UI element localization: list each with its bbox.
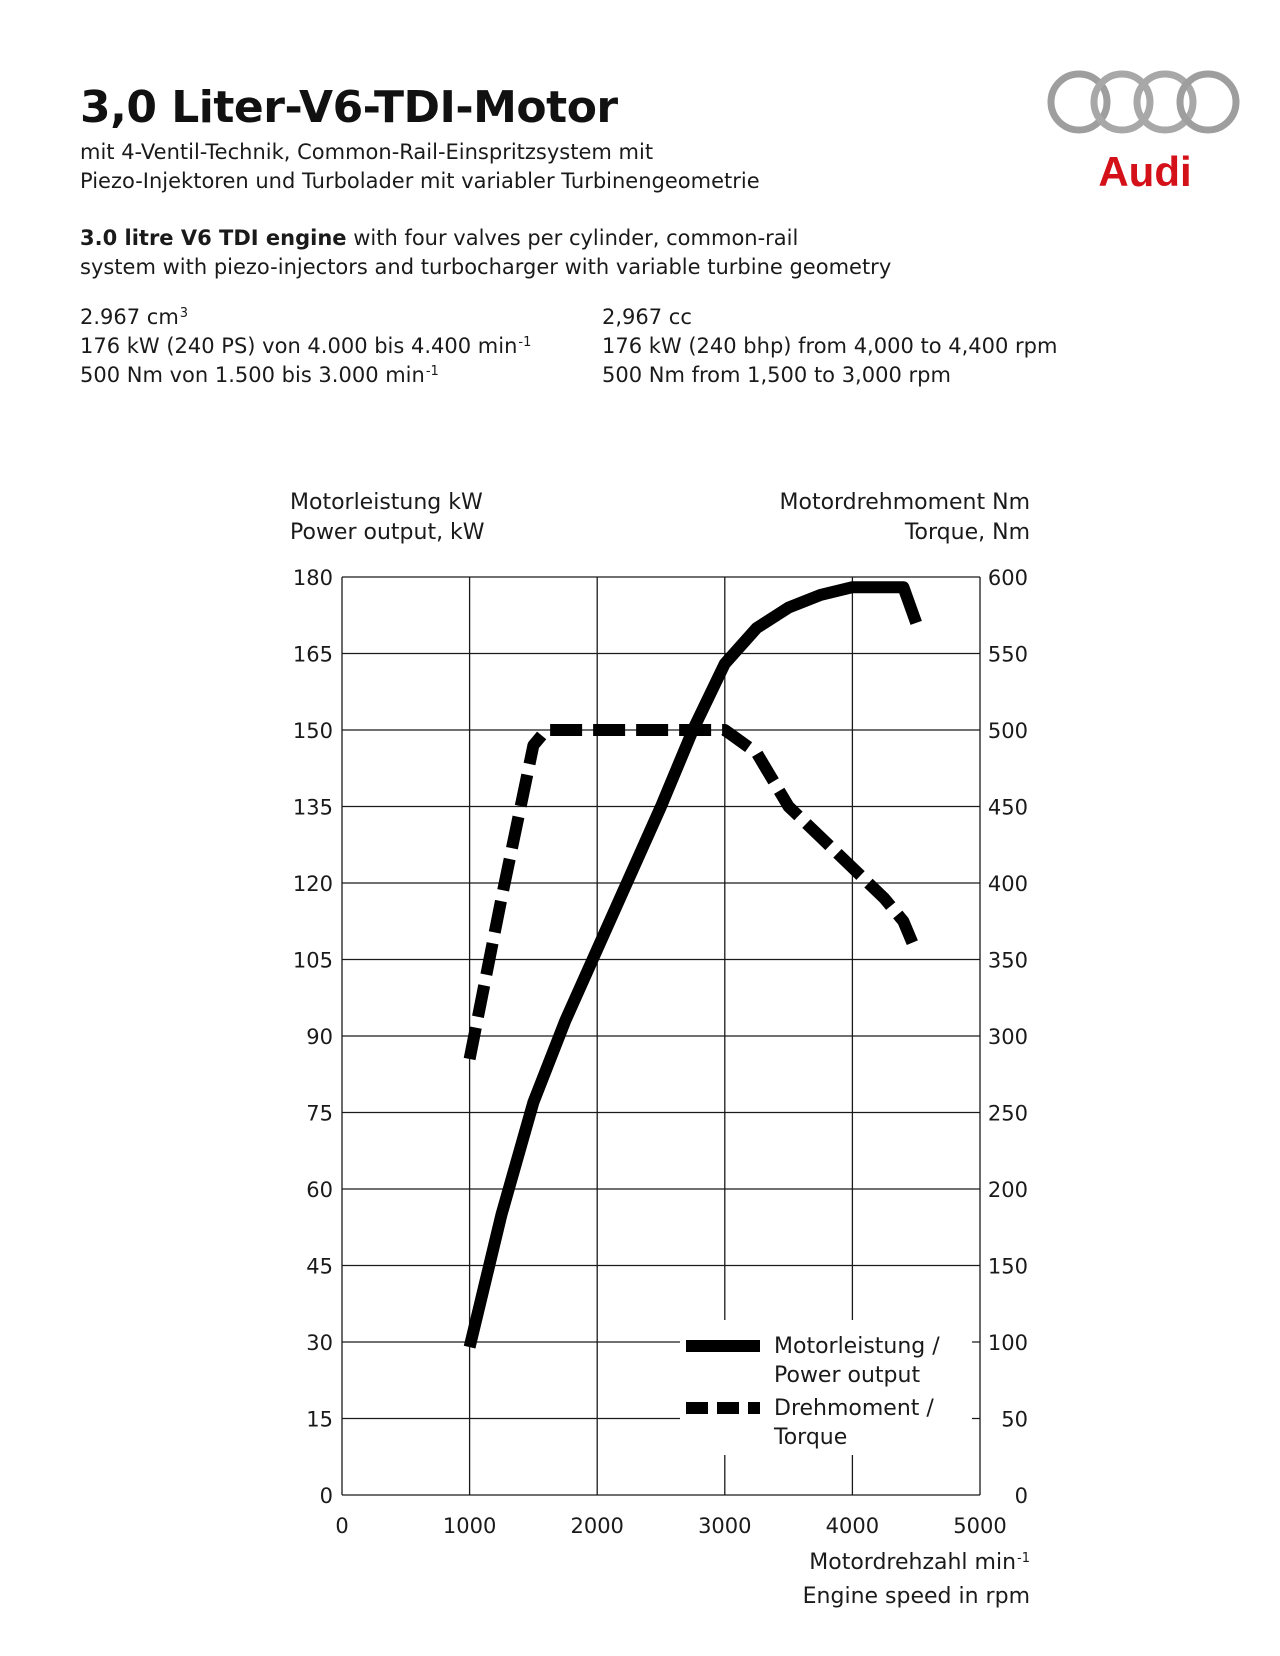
spec-power-en: 176 kW (240 bhp) from 4,000 to 4,400 rpm: [602, 334, 1058, 358]
x-tick-label: 2000: [570, 1514, 624, 1538]
y-tick-right-label: 450: [987, 795, 1028, 820]
x-tick-label: 0: [335, 1514, 349, 1538]
y-axis-left-title: Motorleistung kW Power output, kW: [290, 490, 485, 545]
y-tick-left-label: 165: [292, 642, 333, 667]
y-tick-right-label: 250: [987, 1101, 1028, 1126]
y-tick-left-label: 150: [292, 719, 333, 743]
torque-series-line: [470, 730, 917, 1059]
y-tick-left-label: 45: [306, 1254, 333, 1279]
y-tick-right-label: 150: [987, 1254, 1028, 1279]
y-tick-right-label: 100: [987, 1331, 1028, 1355]
spec-power-de: 176 kW (240 PS) von 4.000 bis 4.400 $\min^{-1}$: [80, 334, 532, 358]
power-series-line: [470, 587, 917, 1347]
y-tick-left-label: 180: [292, 566, 333, 590]
spec-displacement-en: 2,967 cc: [602, 305, 692, 329]
y-tick-left-label: 90: [306, 1025, 333, 1049]
subtitle-english-bold: 3.0 litre V6 TDI engine: [80, 226, 347, 250]
legend-label: Drehmoment /: [774, 1396, 934, 1421]
y-tick-right-label: 350: [987, 948, 1028, 973]
subtitle-german-line-2: Piezo-Injektoren und Turbolader mit variabler Turbinengeometrie: [80, 169, 760, 193]
y-tick-right-label: 550: [987, 642, 1028, 667]
legend-label: Motorleistung /: [774, 1334, 940, 1359]
y-tick-right-label: 0: [1014, 1484, 1028, 1508]
y-tick-left-label: 15: [306, 1407, 333, 1432]
subtitle-german-line-1: mit 4-Ventil-Technik, Common-Rail-Einspritzsystem mit: [80, 140, 654, 164]
y-tick-left-label: 0: [319, 1484, 333, 1508]
spec-displacement-de: 2.967 $cm^3$: [80, 305, 189, 329]
x-axis-title: Motordrehzahl $\min^{-1}$ Engine speed in rpm: [802, 1550, 1030, 1609]
y-tick-left-label: 75: [306, 1101, 333, 1126]
x-tick-label: 4000: [825, 1514, 880, 1538]
y-tick-left-label: 60: [306, 1178, 333, 1202]
y-tick-left-label: 135: [292, 795, 333, 820]
page-title: 3,0 Liter-V6-TDI-Motor: [80, 82, 618, 133]
x-tick-label: 3000: [698, 1514, 752, 1538]
legend-label: Power output: [774, 1363, 921, 1388]
subtitle-english-line-2: system with piezo-injectors and turbocharger with variable turbine geometry: [80, 255, 892, 279]
spec-torque-en: 500 Nm from 1,500 to 3,000 rpm: [602, 363, 951, 387]
audi-wordmark: Audi: [1098, 148, 1192, 195]
spec-torque-de: 500 Nm von 1.500 bis 3.000 $\min^{-1}$: [80, 363, 439, 387]
y-tick-right-label: 400: [987, 872, 1028, 896]
y-tick-right-label: 50: [1001, 1407, 1028, 1432]
y-tick-right-label: 200: [987, 1178, 1028, 1202]
subtitle-english-rest: with four valves per cylinder, common-rail: [346, 226, 799, 250]
legend-label: Torque: [774, 1425, 848, 1450]
x-tick-label: 1000: [442, 1514, 497, 1538]
y-tick-left-label: 120: [292, 872, 333, 896]
y-tick-left-label: 105: [292, 948, 333, 973]
x-tick-label: 5000: [953, 1514, 1007, 1538]
y-tick-right-label: 300: [987, 1025, 1028, 1049]
y-tick-left-label: 30: [306, 1331, 333, 1355]
y-tick-right-label: 500: [987, 719, 1028, 743]
y-tick-right-label: 600: [987, 566, 1028, 590]
y-axis-right-title: Motordrehmoment Nm Torque, Nm: [779, 490, 1030, 545]
